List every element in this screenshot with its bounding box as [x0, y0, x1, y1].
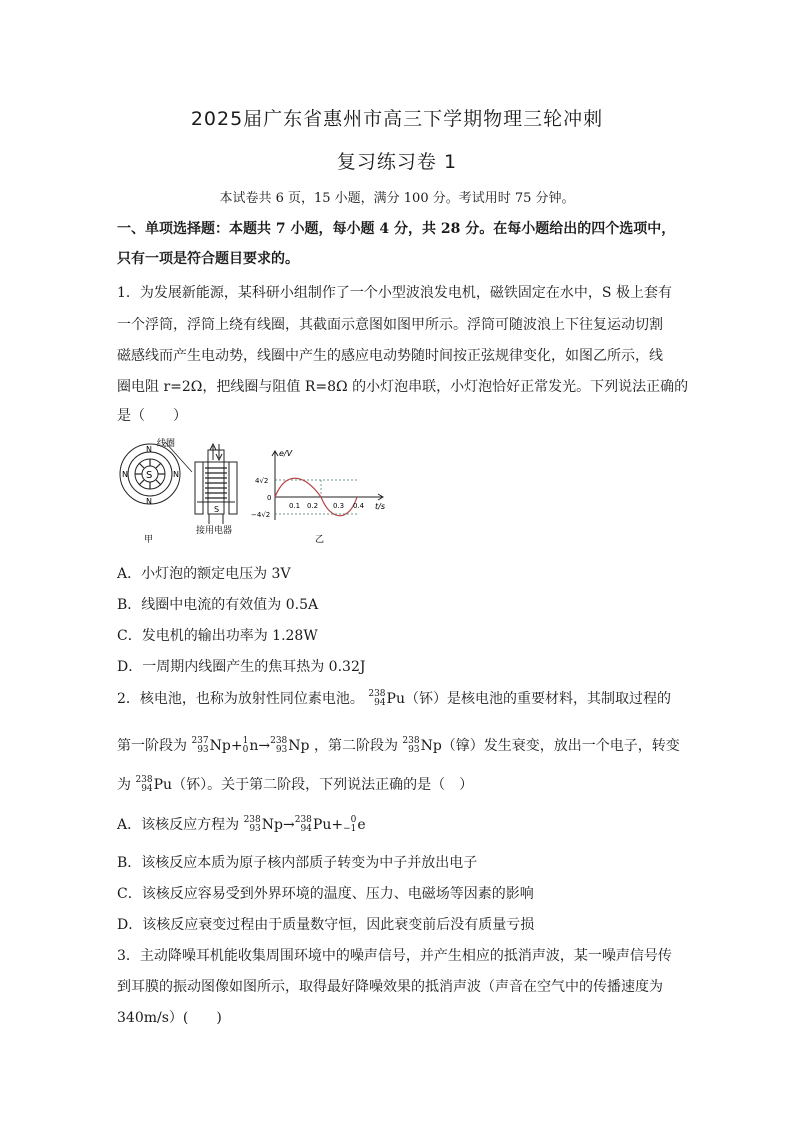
xtick-0.3: 0.3 — [333, 502, 345, 510]
figure-coil-label: 线圈 — [157, 439, 176, 449]
buoy-s-label: S — [214, 505, 220, 514]
exam-title-line1: 2025届广东省惠州市高三下学期物理三轮冲刺 — [190, 108, 604, 130]
q2-line3 — [117, 774, 677, 794]
q1-line5: 是（ ） — [117, 408, 187, 424]
q3-line3: 340m/s）( ) — [117, 1010, 222, 1026]
q1-line3: 磁感线而产生电动势，线圈中产生的感应电动势随时间按正弦规律变化，如图乙所示，线 — [117, 348, 663, 364]
q1-line4: 圈电阻 r=2Ω，把线圈与阻值 R=8Ω 的小灯泡串联，小灯泡恰好正常发光。下列说法正确的 — [117, 379, 689, 395]
magnet-s-label: S — [146, 470, 153, 481]
magnet-n-right: N — [173, 470, 179, 479]
nuclide-pu-238: 238 94 — [368, 689, 386, 708]
q2-line3-intro: 为 — [117, 777, 131, 793]
axis-x-label: t/s — [375, 502, 385, 511]
q2-option-c: C．该核反应容易受到外界环境的温度、压力、电磁场等因素的影响 — [117, 886, 534, 902]
figure-jia-label: 甲 — [144, 535, 154, 545]
q2-option-d: D．该核反应衰变过程由于质量数守恒，因此衰变前后没有质量亏损 — [117, 917, 535, 933]
q1-option-b: B．线圈中电流的有效值为 0.5A — [117, 597, 319, 613]
ytick-positive: 4√2 — [255, 477, 269, 485]
q2-line2-intro: 第一阶段为 — [117, 738, 187, 754]
q1-line1: 1．为发展新能源，某科研小组制作了一个小型波浪发电机，磁铁固定在水中，S 极上套有 — [117, 285, 672, 301]
section1-heading-line2: 只有一项是符合题目要求的。 — [117, 251, 299, 267]
q1-option-a: A．小灯泡的额定电压为 3V — [117, 566, 291, 582]
nuclide-np-238: 238 93 — [402, 736, 420, 755]
origin-label: 0 — [267, 494, 272, 502]
xtick-0.1: 0.1 — [289, 502, 301, 510]
magnet-n-top: N — [146, 445, 152, 454]
q2-line2-mid: ，第二阶段为 — [313, 738, 398, 754]
q1-figure — [117, 432, 397, 552]
q2-line1 — [117, 688, 677, 708]
magnet-n-bottom: N — [146, 497, 152, 506]
q3-line2: 到耳膜的振动图像如图所示，取得最好降噪效果的抵消声波（声音在空气中的传播速度为 — [117, 979, 663, 995]
q2-option-b: B．该核反应本质为原子核内部质子转变为中子并放出电子 — [117, 855, 478, 871]
figure-yi-label: 乙 — [315, 535, 325, 545]
q1-option-c: C．发电机的输出功率为 1.28W — [117, 628, 318, 644]
q2-option-a: A．该核反应方程为 238 93 Np→ 238 94 Pu+ 0 −1 e — [117, 815, 366, 834]
q2-line1-intro: 2．核电池，也称为放射性同位素电池。 — [117, 691, 364, 707]
exam-title-line2: 复习练习卷 1 — [336, 151, 458, 173]
section1-heading-line1: 一、单项选择题：本题共 7 小题，每小题 4 分，共 28 分。在每小题给出的四个选项中， — [117, 221, 676, 237]
q1-option-d: D．一周期内线圈产生的焦耳热为 0.32J — [117, 659, 366, 675]
q2-first-stage-equation: 237 93 Np+ 1 0 n→ 238 93 Np — [191, 736, 310, 755]
xtick-0.4: 0.4 — [353, 502, 365, 510]
ytick-negative: −4√2 — [251, 511, 271, 519]
figure-load-label: 接用电器 — [196, 526, 233, 536]
q2-line2 — [117, 735, 680, 755]
emf-graph — [251, 449, 385, 545]
exam-info: 本试卷共 6 页，15 小题，满分 100 分。考试用时 75 分钟。 — [219, 191, 575, 206]
q2-line1-rest: Pu（钚）是核电池的重要材料，其制取过程的 — [386, 691, 671, 707]
magnet-cross-section — [120, 442, 192, 506]
axis-y-label: e/V — [279, 449, 293, 458]
magnet-n-left: N — [122, 470, 128, 479]
q2-option-a-equation: 238 93 Np→ 238 94 Pu+ 0 −1 e — [243, 815, 366, 834]
xtick-0.2: 0.2 — [307, 502, 319, 510]
nuclide-pu-238-b: 238 94 — [135, 775, 153, 794]
q2-line3-rest: Pu（钚）。关于第二阶段，下列说法正确的是（ ） — [153, 777, 474, 793]
q1-line2: 一个浮筒，浮筒上绕有线圈，其截面示意图如图甲所示。浮筒可随波浪上下往复运动切割 — [117, 317, 663, 333]
q3-line1: 3．主动降噪耳机能收集周围环境中的噪声信号，并产生相应的抵消声波，某一噪声信号传 — [117, 948, 672, 964]
q2-line2-rest: Np（镎）发生衰变，放出一个电子，转变 — [420, 738, 680, 754]
